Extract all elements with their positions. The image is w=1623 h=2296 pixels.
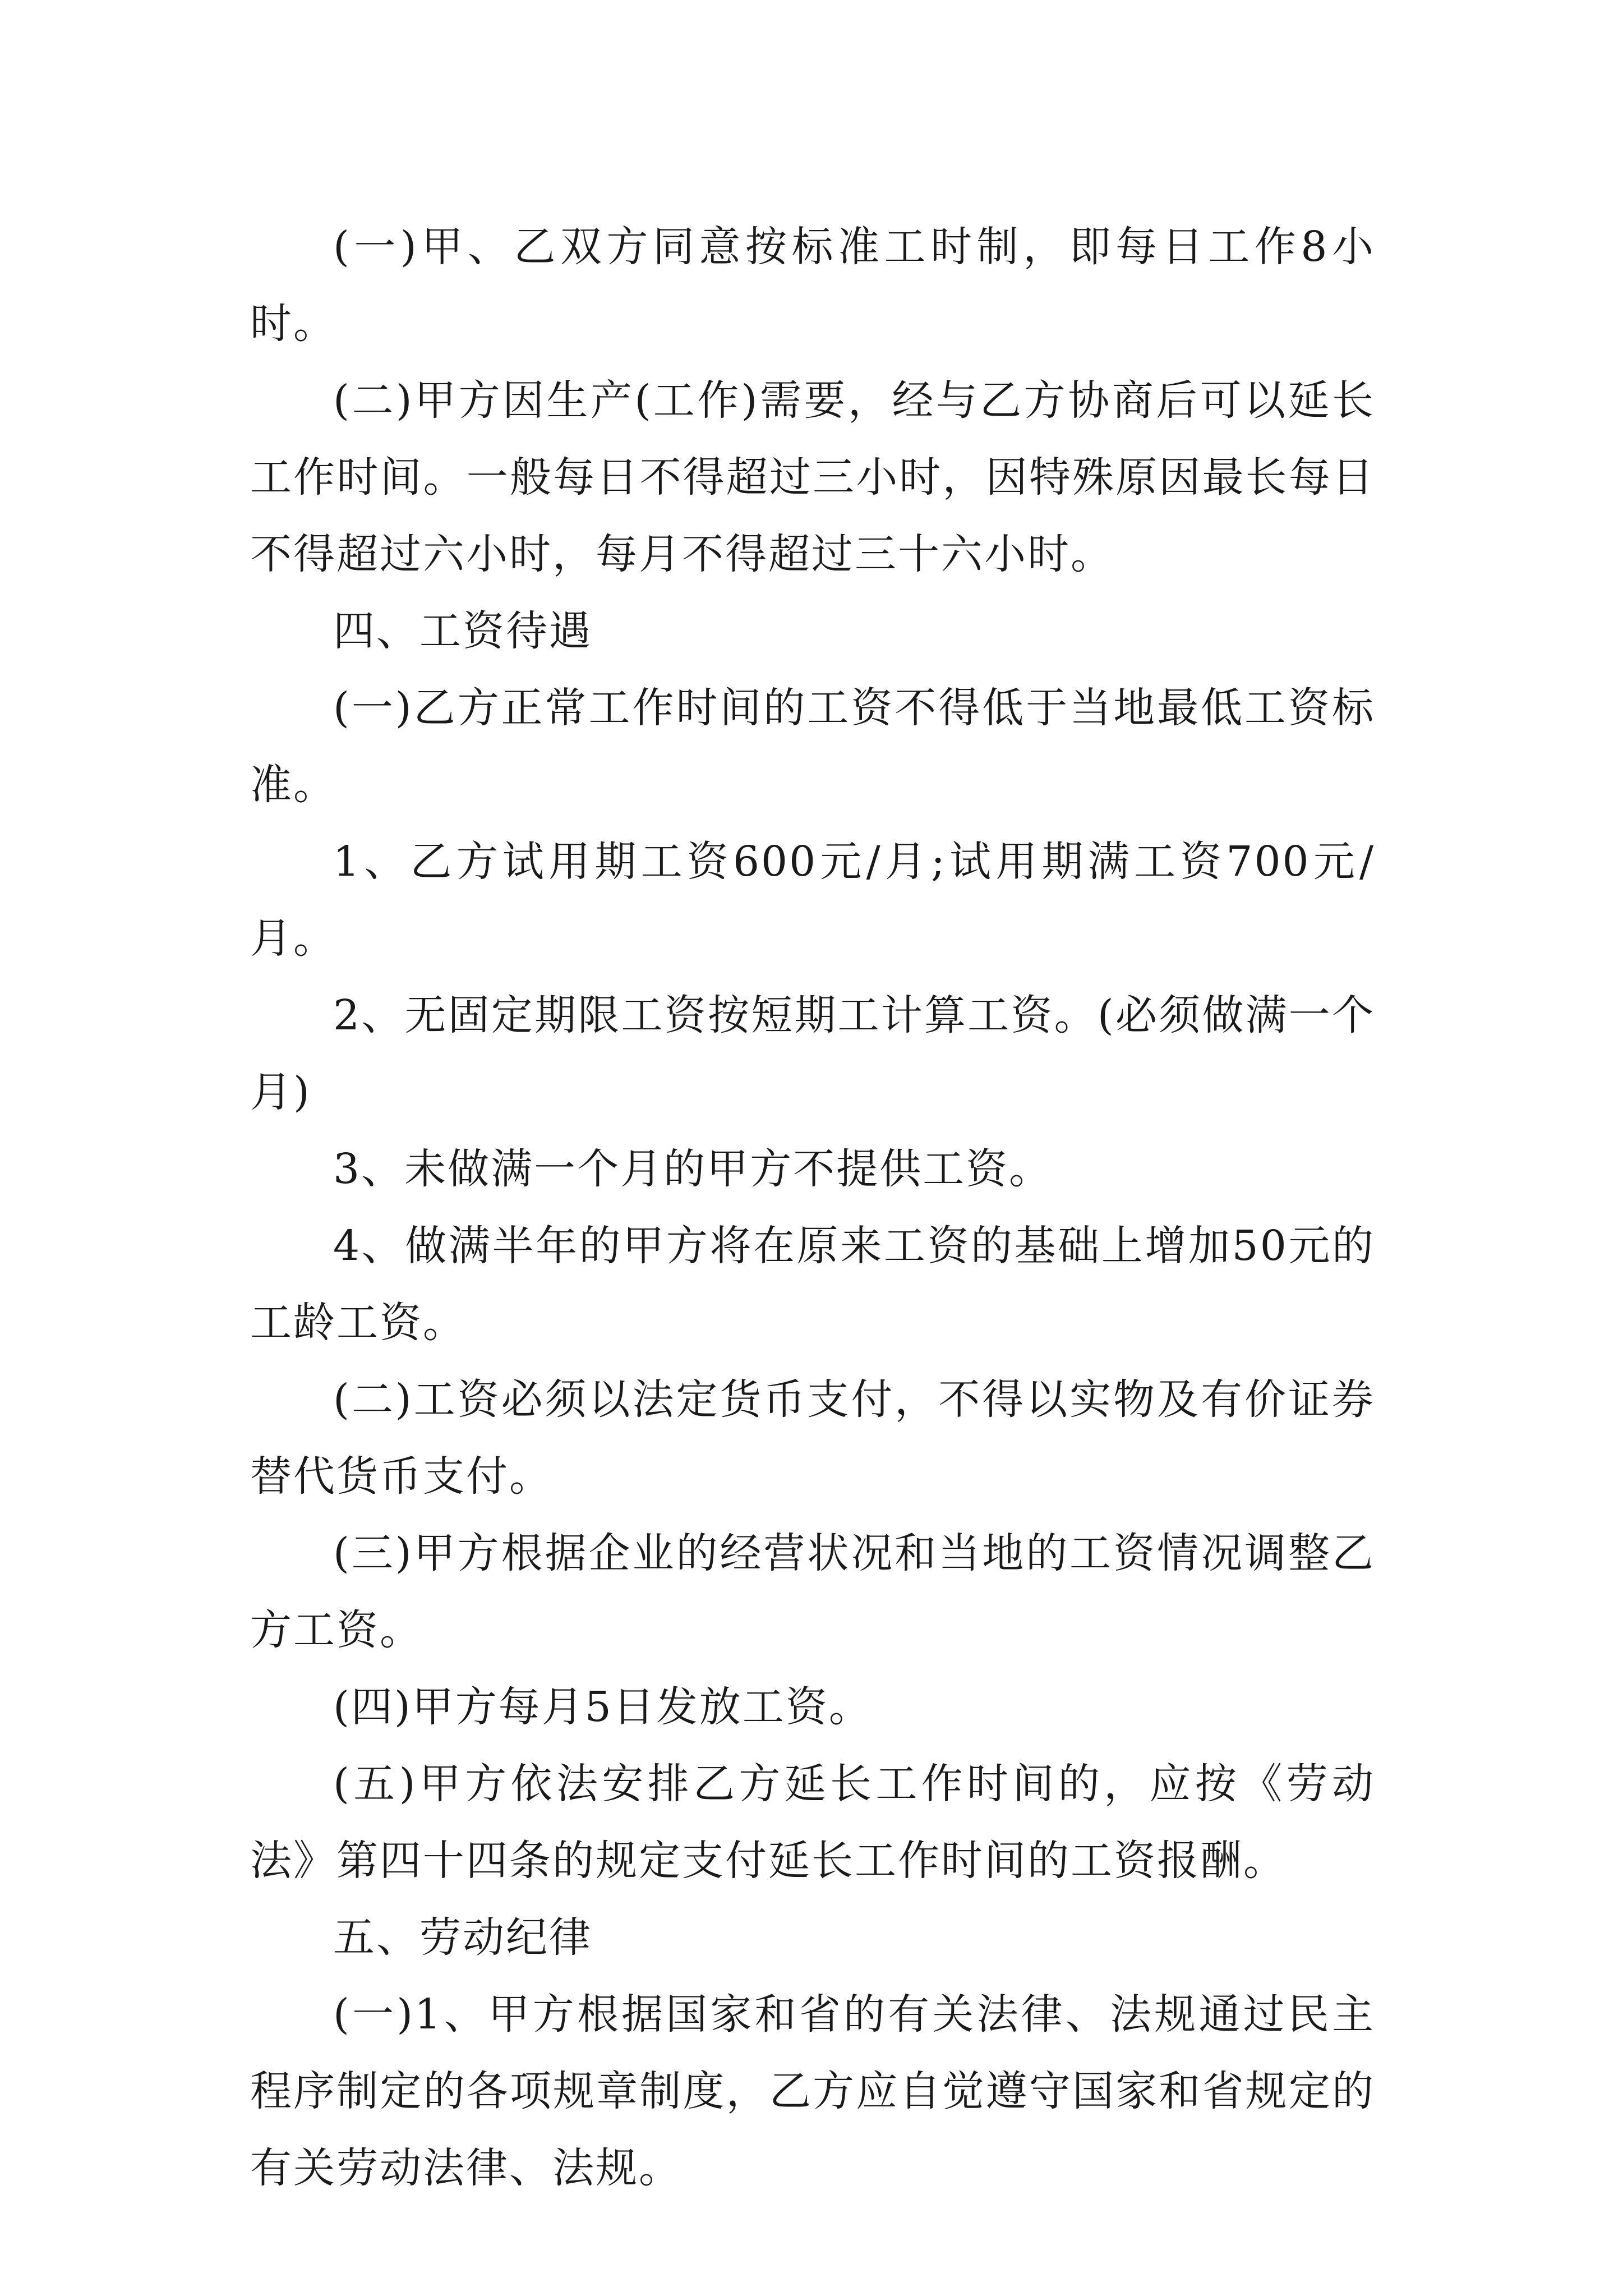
- paragraph-standard-hours: (一)甲、乙双方同意按标准工时制，即每日工作8小时。: [250, 223, 1375, 348]
- paragraph-incomplete-month: 3、未做满一个月的甲方不提供工资。: [333, 1145, 1053, 1193]
- section-heading-wages: 四、工资待遇: [333, 607, 592, 655]
- document-body: [250, 209, 1375, 2207]
- paragraph-overtime-limits: (二)甲方因生产(工作)需要，经与乙方协商后可以延长工作时间。一般每日不得超过三小时，因特殊原因最长每日不得超过六小时，每月不得超过三十六小时。: [250, 376, 1375, 578]
- paragraph-seniority-bonus: 4、做满半年的甲方将在原来工资的基础上增加50元的工龄工资。: [250, 1222, 1375, 1347]
- paragraph-probation-wage: 1、乙方试用期工资600元/月;试用期满工资700元/月。: [250, 838, 1375, 963]
- paragraph-rules-compliance: (一)1、甲方根据国家和省的有关法律、法规通过民主程序制定的各项规章制度，乙方应自觉遵守国家和省规定的有关劳动法律、法规。: [250, 1990, 1375, 2192]
- paragraph-indefinite-term-wage: 2、无固定期限工资按短期工计算工资。(必须做满一个月): [250, 991, 1375, 1116]
- paragraph-payday: (四)甲方每月5日发放工资。: [333, 1683, 872, 1731]
- paragraph-overtime-pay: (五)甲方依法安排乙方延长工作时间的，应按《劳动法》第四十四条的规定支付延长工作时间的工资报酬。: [250, 1760, 1375, 1885]
- paragraph-wage-adjustment: (三)甲方根据企业的经营状况和当地的工资情况调整乙方工资。: [250, 1529, 1375, 1654]
- paragraph-minimum-wage: (一)乙方正常工作时间的工资不得低于当地最低工资标准。: [250, 684, 1375, 809]
- paragraph-currency-payment: (二)工资必须以法定货币支付，不得以实物及有价证券替代货币支付。: [250, 1375, 1375, 1501]
- section-heading-labor-discipline: 五、劳动纪律: [333, 1913, 592, 1962]
